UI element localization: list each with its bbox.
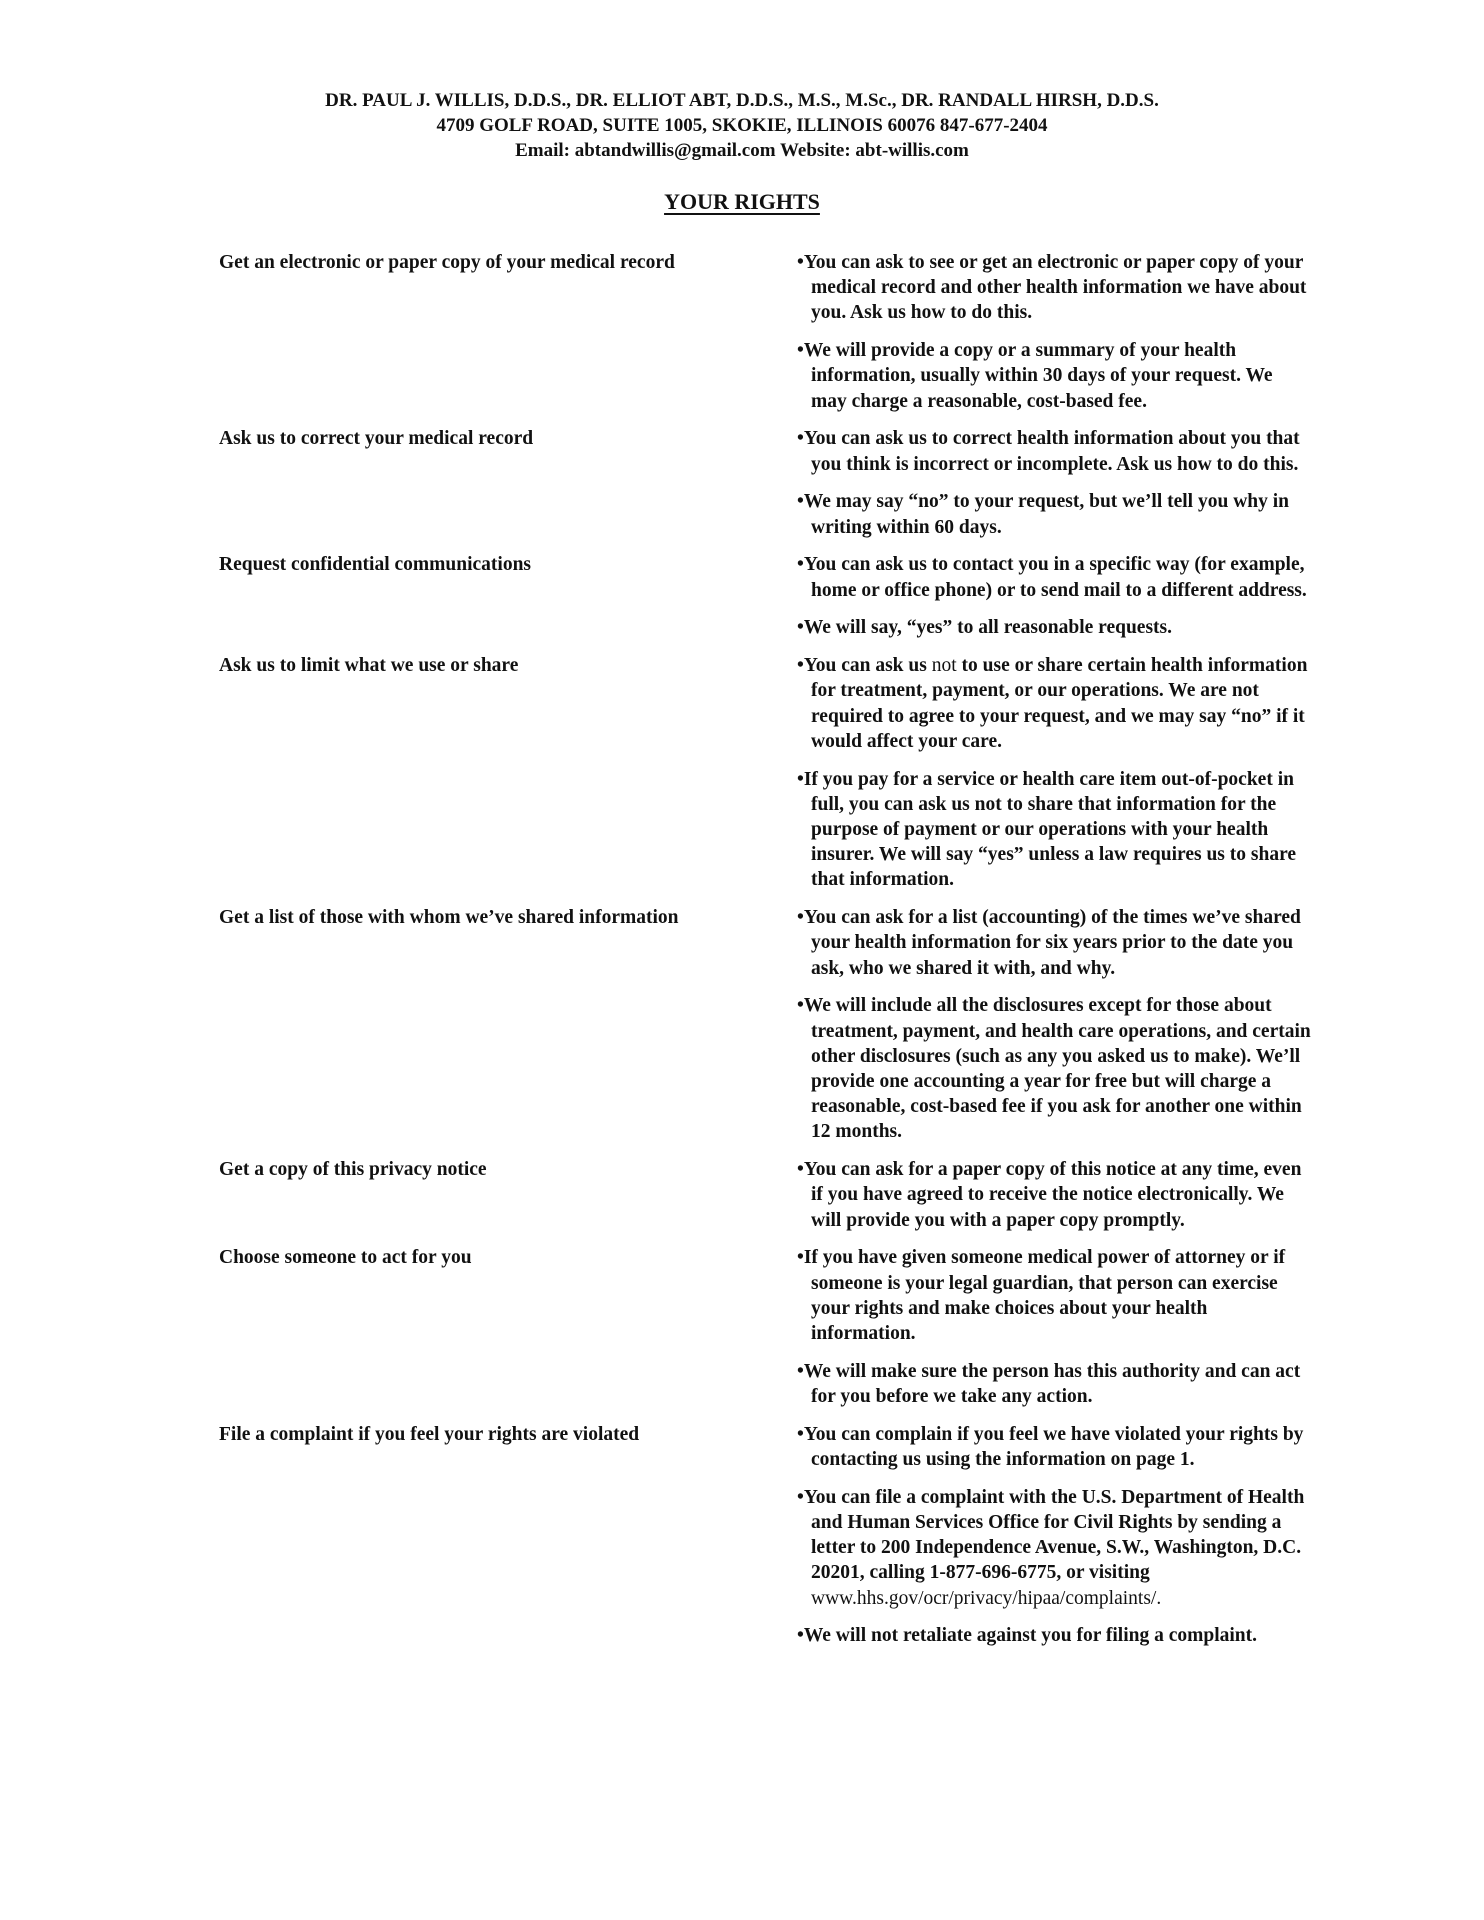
bullet-item [797,767,1437,893]
bullet-line: •We will say, “yes” to all reasonable requests. [797,617,1172,639]
right-details [797,426,1437,539]
bullet-line: for you before we take any action. [811,1386,1093,1408]
bullet-item [797,250,1437,326]
bullet-line: required to agree to your request, and we may say “no” if it [811,705,1305,727]
right-details [797,1157,1437,1233]
bullet-line: that information. [811,869,954,891]
bullet-line: your rights and make choices about your health [811,1297,1208,1319]
right-title: Get an electronic or paper copy of your medical record [219,252,675,273]
bullet-line: will provide you with a paper copy promptly. [811,1209,1185,1231]
text-segment: •You can ask us [797,655,932,677]
practice-contact: Email: abtandwillis@gmail.com Website: abt-willis.com [515,140,969,161]
bullet-item [797,489,1437,539]
bullet-line: •You can ask to see or get an electronic or paper copy of your [797,252,1304,273]
bullet-line: •We may say “no” to your request, but we’ll tell you why in [797,491,1290,513]
right-details [797,653,1437,892]
bullet-item [797,1157,1437,1233]
bullet-line [797,1586,1437,1611]
text-segment: to use or share certain health information [956,655,1308,677]
right-title: Request confidential communications [219,554,531,576]
bullet-line: and Human Services Office for Civil Rights by sending a [811,1512,1282,1534]
bullet-line: •We will include all the disclosures except for those about [797,995,1272,1017]
bullet-line: your health information for six years prior to the date you [811,932,1294,954]
bullet-line: may charge a reasonable, cost-based fee. [811,390,1147,412]
page-title [0,189,1484,215]
bullet-line: •We will make sure the person has this authority and can act [797,1360,1301,1382]
regular-text-segment: www.hhs.gov/ocr/privacy/hipaa/complaints/. [811,1587,1162,1609]
right-details [797,1245,1437,1409]
bullet-line: •You can complain if you feel we have violated your rights by [797,1423,1304,1445]
bullet-item [797,993,1437,1144]
right-row [0,1245,1484,1409]
practice-names: DR. PAUL J. WILLIS, D.D.S., DR. ELLIOT ABT, D.D.S., M.S., M.Sc., DR. RANDALL HIRSH, D.D.S. [325,90,1159,111]
bullet-item [797,1422,1437,1472]
right-row [0,905,1484,1144]
bullet-line: •You can ask us to contact you in a specific way (for example, [797,554,1305,576]
bullet-item [797,615,1437,640]
bullet-line: 12 months. [811,1121,903,1143]
bullet-item [797,905,1437,981]
right-title: Ask us to correct your medical record [219,428,534,450]
right-details [797,250,1437,414]
bullet-line: someone is your legal guardian, that person can exercise [811,1272,1278,1294]
bullet-item [797,552,1437,602]
bullet-line: treatment, payment, and health care operations, and certain [811,1020,1311,1042]
bullet-line [797,653,1437,678]
bullet-line: writing within 60 days. [811,516,1002,538]
bullet-line: 20201, calling 1-877-696-6775, or visiting [811,1562,1150,1584]
right-title: File a complaint if you feel your rights are violated [219,1423,640,1445]
right-title: Get a list of those with whom we’ve shared information [219,907,679,929]
bullet-line: other disclosures (such as any you asked us to make). We’ll [811,1045,1301,1067]
bullet-line: •If you pay for a service or health care item out-of-pocket in [797,768,1294,790]
bullet-line: you. Ask us how to do this. [811,302,1033,324]
bullet-line: •You can ask for a paper copy of this notice at any time, even [797,1159,1302,1181]
bullet-line: •You can ask us to correct health information about you that [797,428,1300,450]
bullet-line: ask, who we shared it with, and why. [811,957,1116,979]
bullet-line: •You can file a complaint with the U.S. Department of Health [797,1486,1305,1508]
bullet-line: home or office phone) or to send mail to a different address. [811,579,1307,601]
bullet-item [797,653,1437,754]
bullet-line: for treatment, payment, or our operations. We are not [811,680,1259,702]
bullet-item [797,1485,1437,1611]
right-row [0,1157,1484,1233]
bullet-line: •We will provide a copy or a summary of your health [797,340,1237,362]
right-row [0,250,1484,414]
right-details [797,905,1437,1144]
bullet-line: provide one accounting a year for free but will charge a [811,1071,1272,1093]
right-details [797,552,1437,640]
regular-text-segment: not [931,655,957,677]
bullet-line: contacting us using the information on page 1. [811,1449,1195,1471]
bullet-line: you think is incorrect or incomplete. Ask us how to do this. [811,453,1299,475]
right-title: Get a copy of this privacy notice [219,1159,487,1181]
bullet-item [797,426,1437,476]
bullet-line: •We will not retaliate against you for filing a complaint. [797,1625,1258,1647]
bullet-line: •You can ask for a list (accounting) of the times we’ve shared [797,907,1301,929]
right-row [0,426,1484,539]
right-title: Choose someone to act for you [219,1247,472,1269]
bullet-line: full, you can ask us not to share that information for the [811,793,1277,815]
bullet-item [797,1623,1437,1648]
bullet-line: reasonable, cost-based fee if you ask for another one within [811,1096,1302,1118]
bullet-line: letter to 200 Independence Avenue, S.W., Washington, D.C. [811,1537,1302,1559]
right-details [797,1422,1437,1649]
bullet-line: information. [811,1323,916,1345]
bullet-line: if you have agreed to receive the notice electronically. We [811,1184,1284,1206]
bullet-line: information, usually within 30 days of your request. We [811,365,1273,387]
right-row [0,653,1484,892]
bullet-item [797,1359,1437,1409]
bullet-line: medical record and other health information we have about [811,277,1307,299]
bullet-line: insurer. We will say “yes” unless a law requires us to share [811,844,1297,866]
bullet-line: purpose of payment or our operations with your health [811,819,1269,841]
page-title-text: YOUR RIGHTS [664,189,820,214]
bullet-item [797,338,1437,414]
rights-table [0,250,1484,1661]
right-row [0,1422,1484,1649]
bullet-line: •If you have given someone medical power of attorney or if [797,1247,1286,1269]
right-row [0,552,1484,640]
right-title: Ask us to limit what we use or share [219,655,519,677]
bullet-item [797,1245,1437,1346]
practice-address: 4709 GOLF ROAD, SUITE 1005, SKOKIE, ILLINOIS 60076 847-677-2404 [436,115,1048,136]
bullet-line: would affect your care. [811,730,1002,752]
